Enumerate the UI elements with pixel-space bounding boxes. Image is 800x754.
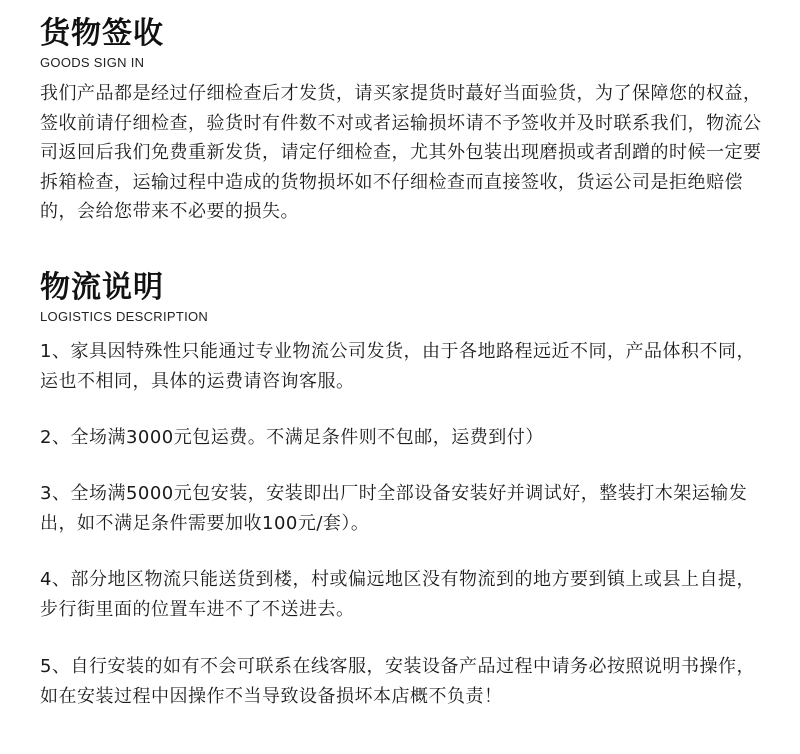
logistics-title: 物流说明 — [40, 270, 164, 305]
logistics-item-1: 1、家具因特殊性只能通过专业物流公司发货，由于各地路程远近不同，产品体积不同，运也不相同，具体的运费请咨询客服。 — [40, 341, 755, 392]
goods-sign-in-title: 货物签收 — [40, 16, 164, 51]
goods-sign-in-body: 我们产品都是经过仔细检查后才发货，请买家提货时蕞好当面验货，为了保障您的权益，签收前请仔细检查，验货时有件数不对或者运输损坏请不予签收并及时联系我们，物流公司返回后我们免费重新发货，请定仔细检查，尤其外包装出现磨损或者刮蹭的时候一定要拆箱检查，运输过程中造成的货物损坏如不仔细检查而直接签收，货运公司是拒绝赔偿的，会给您带来不必要的损失。 — [40, 83, 762, 222]
goods-sign-in-section — [40, 16, 770, 227]
logistics-item-4: 4、部分地区物流只能送货到楼，村或偏远地区没有物流到的地方要到镇上或县上自提，步行街里面的位置车进不了不送进去。 — [40, 569, 755, 620]
logistics-item-5: 5、自行安装的如有不会可联系在线客服，安装设备产品过程中请务必按照说明书操作，如在安装过程中因操作不当导致设备损坏本店概不负责！ — [40, 656, 755, 707]
logistics-subtitle: LOGISTICS DESCRIPTION — [40, 309, 209, 324]
logistics-item-3: 3、全场满5000元包安装，安装即出厂时全部设备安装好并调试好，整装打木架运输发出，如不满足条件需要加收100元/套）。 — [40, 483, 748, 534]
logistics-section — [40, 270, 770, 325]
logistics-item-2: 2、全场满3000元包运费。不满足条件则不包邮，运费到付） — [40, 427, 544, 448]
goods-sign-in-subtitle: GOODS SIGN IN — [40, 55, 145, 70]
